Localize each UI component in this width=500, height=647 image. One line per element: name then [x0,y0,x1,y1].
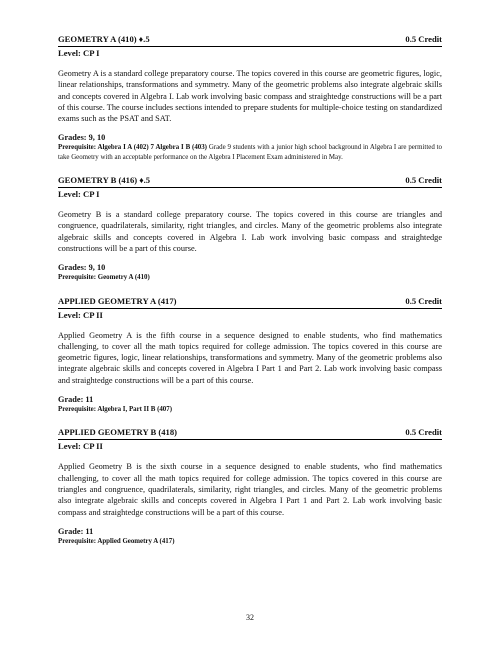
course-level: Level: CP I [58,48,100,58]
header-rule [58,187,442,188]
course-credit: 0.5 Credit [405,34,442,44]
course-geometry-b [58,175,442,282]
course-title: APPLIED GEOMETRY B (418) [58,427,177,438]
course-geometry-a [58,34,442,162]
prerequisite-label: Prerequisite: Applied Geometry A (417) [58,537,175,545]
course-header [58,34,442,45]
course-title: GEOMETRY B (416) ♦.5 [58,175,151,186]
course-description: Geometry A is a standard college preparatory course. The topics covered in this course are geometric figures, logic, linear relationships, transformations and symmetry. Many of the geometric problems also integrate algebraic skills and concepts covered in Algebra I. Lab work involving basic compass and straightedge constructions will be a part of this course. The course includes sections intended to prepare students for multiple-choice testing on standardized exams such as the PSAT and SAT. [58,69,442,124]
course-grades: Grades: 9, 10 [58,133,106,143]
course-prerequisite [58,405,442,414]
header-rule [58,439,442,440]
course-title: GEOMETRY A (410) ♦.5 [58,34,150,44]
course-level: Level: CP II [58,309,103,320]
course-credit: 0.5 Credit [405,427,442,438]
course-credit: 0.5 Credit [405,175,442,186]
course-header [58,175,442,186]
page-number: 32 [246,613,254,622]
prerequisite-label: Prerequisite: Algebra I, Part II B (407) [58,406,172,414]
course-prerequisite [58,273,442,282]
course-prerequisite [58,537,442,546]
course-catalog-page [58,34,442,546]
prerequisite-label: Prerequisite: Algebra I A (402) 7 Algebra I B (403) [58,144,207,152]
course-applied-geometry-b [58,427,442,546]
course-grades: Grade: 11 [58,395,94,405]
course-level: Level: CP I [58,189,100,200]
course-header [58,427,442,438]
prerequisite-label: Prerequisite: Geometry A (410) [58,274,150,282]
course-prerequisite [58,143,442,162]
header-rule [58,46,442,47]
course-header [58,296,442,307]
course-credit: 0.5 Credit [405,295,442,306]
course-grades: Grade: 11 [58,526,94,536]
course-title: APPLIED GEOMETRY A (417) [58,295,177,306]
course-applied-geometry-a [58,296,442,415]
course-description: Applied Geometry B is the sixth course in a sequence designed to enable students, who find mathematics challenging, to cover all the math topics required for college admission. The topics covered in this course are triangles and congruence, quadrilaterals, similarity, right triangles, and circles. Many of the geometric problems also integrate algebraic skills and concepts covered in Algebra I Part 1 and Part 2. Lab work involving basic compass and straightedge constructions will be a part of this course. [58,462,442,517]
header-rule [58,308,442,309]
prerequisite-note: Grade 9 students with a junior high school background in Algebra I are permitted to take Geometry with an acceptable performance on the Algebra I Placement Exam administered in May. [58,144,442,161]
course-description: Applied Geometry A is the fifth course in a sequence designed to enable students, who find mathematics challenging, to cover all the math topics required for college admission. The topics covered in this course are geometric figures, logic, linear relationships, transformations and symmetry. Many of the geometric problems also integrate algebraic skills and concepts covered in Algebra I Part 1 and Part 2. Lab work involving basic compass and straightedge constructions will be a part of this course. [58,330,442,385]
course-description: Geometry B is a standard college preparatory course. The topics covered in this course are triangles and congruence, quadrilaterals, similarity, right triangles, and circles. Many of the geometric problems also integrate algebraic skills and concepts covered in Algebra I. Lab work involving basic compass and straightedge constructions will be a part of this course. [58,210,442,253]
course-level: Level: CP II [58,441,103,452]
course-grades: Grades: 9, 10 [58,263,106,273]
